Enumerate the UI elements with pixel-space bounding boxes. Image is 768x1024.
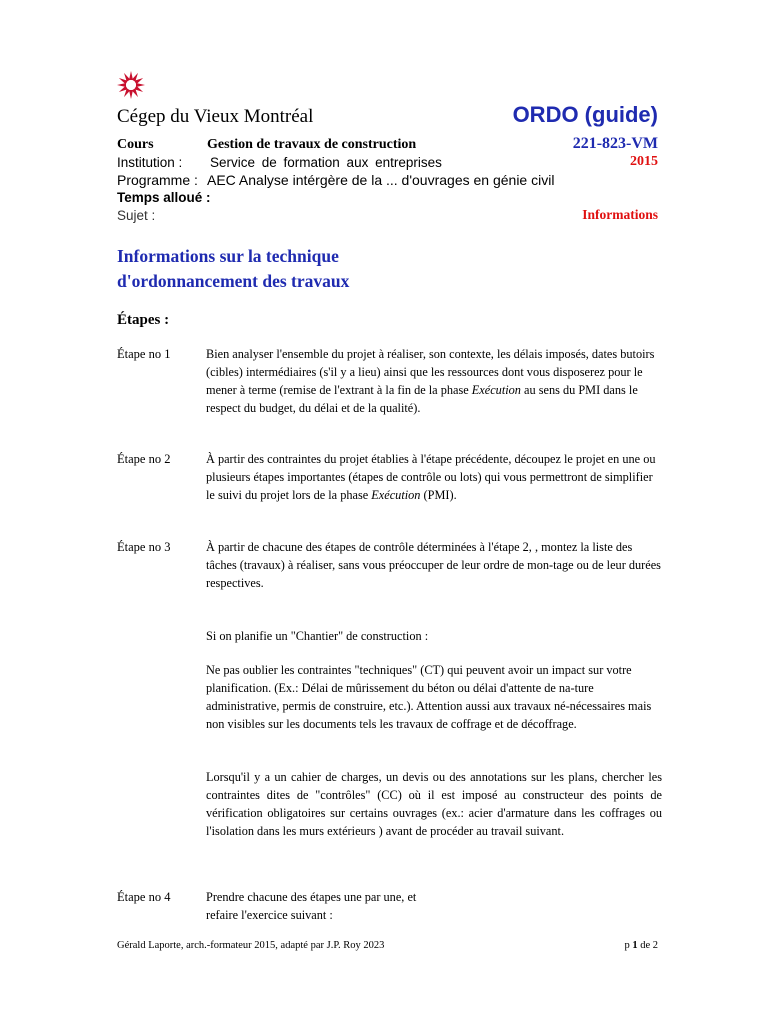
section-title-line-2: d'ordonnancement des travaux <box>117 271 350 291</box>
institution-value: Service de formation aux entreprises <box>210 155 442 170</box>
sujet-label: Sujet : <box>117 208 156 223</box>
step-1-label: Étape no 1 <box>117 347 171 361</box>
page-number: p 1 de 2 <box>624 940 658 951</box>
step-4-label: Étape no 4 <box>117 890 171 904</box>
etapes-heading: Étapes : <box>117 312 170 328</box>
sujet-value: Informations <box>582 207 658 222</box>
school-name: Cégep du Vieux Montréal <box>117 106 314 127</box>
step-3-chantier: Si on planifie un "Chantier" de construction : <box>206 629 429 643</box>
step-3-contraintes-techniques: Ne pas oublier les contraintes "techniques" (CT) qui peuvent avoir un impact sur votre planification. (Ex.: Délai de mûrissement du béton ou délai d'attente de na-ture administrative, permis de construire, etc.). Attention aussi aux travaux né-nécessaires mais non visibles sur les documents tels les travaux de coffrage et de décoffrage. <box>206 663 652 731</box>
cours-value: Gestion de travaux de construction <box>207 137 417 152</box>
step-3-text: À partir de chacune des étapes de contrôle déterminées à l'étape 2, , montez la liste des tâches (travaux) à réaliser, sans vous préoccuper de leur ordre de mon-tage ou de leur durées respectives. <box>206 540 661 590</box>
document-title: ORDO (guide) <box>512 102 658 127</box>
institution-label: Institution : <box>117 155 183 170</box>
cegep-logo-icon <box>116 70 146 100</box>
step-2-text: À partir des contraintes du projet établies à l'étape précédente, découpez le projet en une ou plusieurs étapes importantes (étapes de contrôle ou lots) qui vous permettront de simplifier le suivi du projet lors de la phase Exécution (PMI). <box>206 452 656 502</box>
programme-label: Programme : <box>117 172 198 188</box>
cours-label: Cours <box>117 137 154 152</box>
programme-value: AEC Analyse intérgère de la ... d'ouvrages en génie civil <box>207 172 555 188</box>
step-4-text <box>206 888 662 924</box>
course-code: 221-823-VM <box>572 135 658 152</box>
year: 2015 <box>630 154 658 169</box>
temps-alloue-label: Temps alloué : <box>117 190 211 205</box>
step-1-text: Bien analyser l'ensemble du projet à réaliser, son contexte, les délais imposés, dates butoirs (cibles) intermédiaires (s'il y a lieu) ainsi que les ressources dont vous disposerez pour le mener à terme (remise de l'extrant à la fin de la phase Exécution au sens du PMI dans le respect du budget, du délai et de la qualité). <box>206 347 655 415</box>
step-4-line-1: Prendre chacune des étapes une par une, et <box>206 890 417 904</box>
step-4-line-2: refaire l'exercice suivant : <box>206 908 333 922</box>
section-title-line-1: Informations sur la technique <box>117 246 339 266</box>
step-2-label: Étape no 2 <box>117 452 171 466</box>
section-title <box>117 244 349 294</box>
step-3-contraintes-controles: Lorsqu'il y a un cahier de charges, un devis ou des annotations sur les plans, chercher les contraintes dites de "contrôles" (CC) où il est imposé au constructeur des points de vérification obligatoires sur certains ouvrages (ex.: acier d'armature dans les coffrages ou l'isolation dans les murs extérieurs ) avant de procéder au travail suivant. <box>206 770 662 838</box>
footer-credit: Gérald Laporte, arch.-formateur 2015, adapté par J.P. Roy 2023 <box>117 940 385 951</box>
step-3-label: Étape no 3 <box>117 540 171 554</box>
